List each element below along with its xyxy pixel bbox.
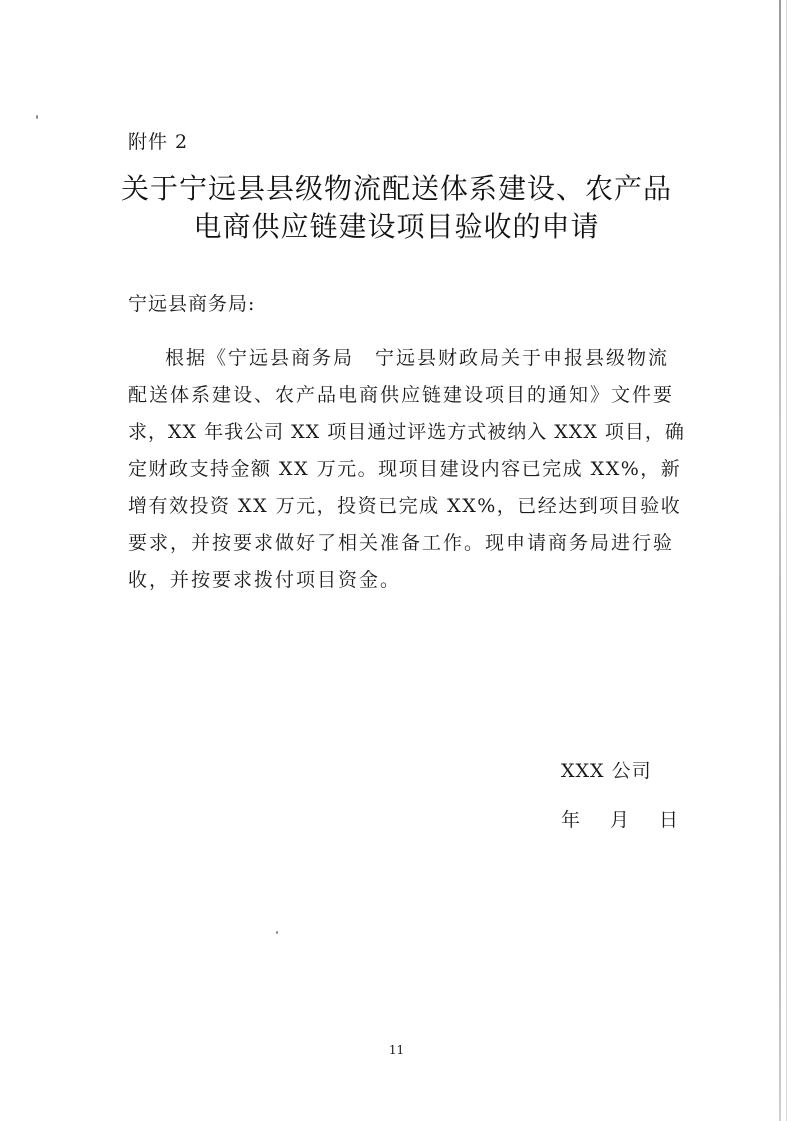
body-line-4: 定财政支持金额 XX 万元。现项目建设内容已完成 XX%，新 [128, 458, 682, 480]
body-line-1: 根据《宁远县商务局 宁远县财政局关于申报县级物流 [165, 347, 670, 369]
signature-date [561, 805, 678, 832]
salutation: 宁远县商务局: [128, 293, 256, 315]
date-year: 年 [561, 809, 581, 831]
body-line-6: 要求，并按要求做好了相关准备工作。现申请商务局进行验 [128, 532, 675, 554]
scan-edge-line-faint [786, 0, 787, 1121]
body-line-2: 配送体系建设、农产品电商供应链建设项目的通知》文件要 [128, 384, 675, 406]
signer-company: XXX 公司 [561, 760, 652, 782]
body-line-3: 求，XX 年我公司 XX 项目通过评选方式被纳入 XXX 项目，确 [128, 421, 685, 443]
document-title-line-2: 电商供应链建设项目验收的申请 [193, 210, 600, 243]
attachment-label: 附件 2 [128, 131, 189, 153]
date-day: 日 [659, 809, 679, 831]
document-title-line-1: 关于宁远县县级物流配送体系建设、农产品 [120, 172, 672, 205]
scan-edge-line [779, 0, 781, 1121]
page-number: 11 [388, 1043, 405, 1057]
body-line-7: 收，并按要求拨付项目资金。 [128, 569, 402, 591]
date-month: 月 [610, 809, 630, 831]
scan-speck [36, 115, 38, 119]
body-line-5: 增有效投资 XX 万元，投资已完成 XX%，已经达到项目验收 [128, 495, 682, 517]
scan-speck [276, 931, 278, 934]
